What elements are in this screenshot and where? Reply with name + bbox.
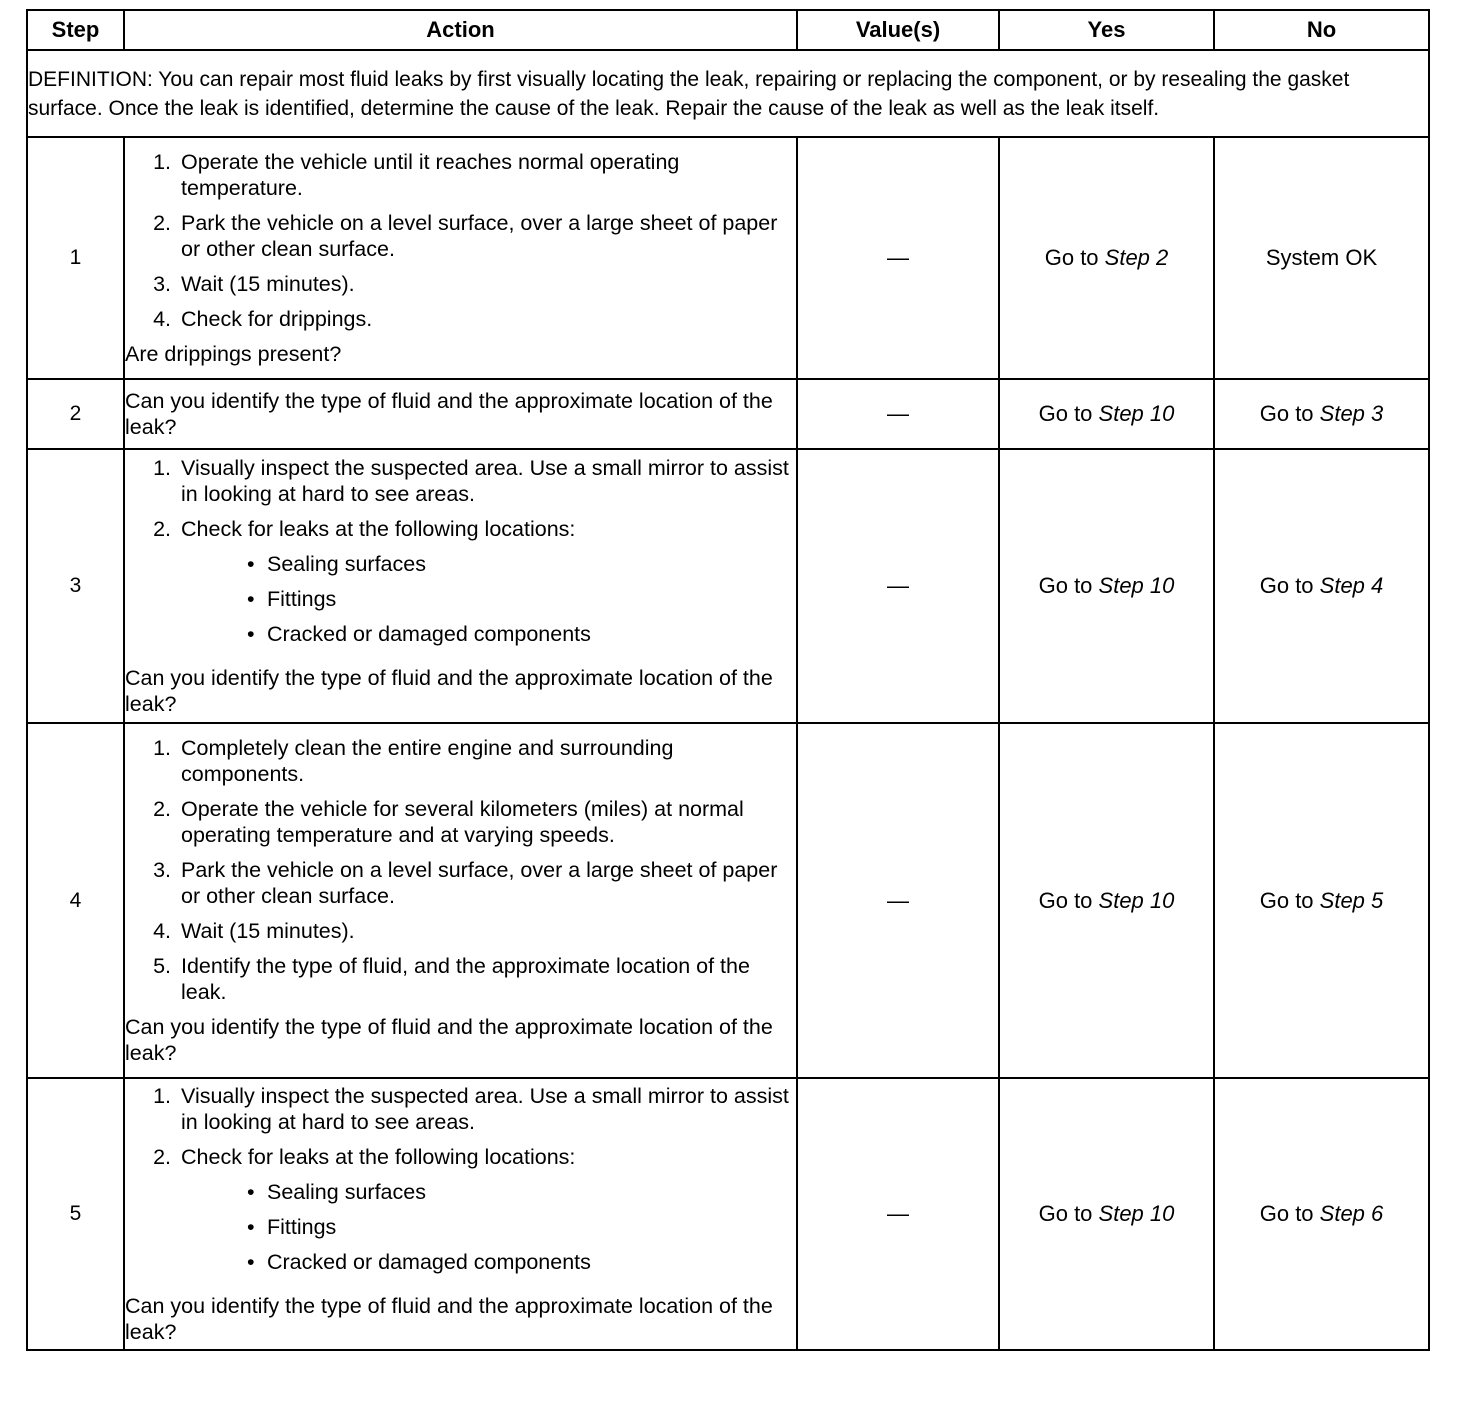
action-step-item [125, 210, 796, 262]
no-cell [1214, 449, 1429, 723]
yes-cell [999, 379, 1214, 449]
action-step-text: Check for drippings. [181, 307, 373, 331]
step-number: 3 [27, 449, 124, 723]
yes-prefix: Go to [1038, 401, 1099, 426]
yes-cell [999, 1078, 1214, 1350]
step-number: 5 [27, 1078, 124, 1350]
no-step-link: Step 5 [1319, 887, 1384, 913]
no-prefix: Go to [1259, 1201, 1320, 1226]
no-cell [1214, 379, 1429, 449]
header-values: Value(s) [797, 10, 999, 50]
yes-prefix: Go to [1044, 245, 1105, 270]
action-cell [124, 1078, 797, 1350]
action-step-item [125, 1083, 796, 1135]
yes-step-link: Step 10 [1098, 573, 1175, 598]
action-step-text: Check for leaks at the following locations: [181, 1145, 576, 1169]
question-text: Can you identify the type of fluid and the approximate location of the leak? [125, 389, 773, 439]
action-step-number: 4. [153, 919, 171, 943]
no-step-link: Step 3 [1319, 401, 1384, 426]
step-number: 4 [27, 723, 124, 1078]
action-cell [124, 379, 797, 449]
definition-text: DEFINITION: You can repair most fluid leaks by first visually locating the leak, repairing or replacing the component, or by resealing the gasket surface. Once the leak is identified, determine the cause of the leak. Repair the cause of the leak as well as the leak itself. [27, 50, 1429, 137]
action-steps [125, 735, 796, 1005]
location-text: Fittings [267, 587, 337, 611]
action-step-item [125, 306, 796, 332]
yes-cell [999, 137, 1214, 379]
location-item [181, 1179, 796, 1205]
action-steps [125, 1083, 796, 1284]
bullet-icon: • [247, 622, 255, 646]
yes-step-link: Step 10 [1098, 887, 1175, 913]
table-row [27, 379, 1429, 449]
action-step-item [125, 735, 796, 787]
action-step-number: 2. [153, 517, 171, 541]
location-list [181, 1179, 796, 1275]
step-number: 2 [27, 379, 124, 449]
action-steps [125, 455, 796, 656]
question-text: Are drippings present? [125, 342, 342, 366]
question-text: Can you identify the type of fluid and the approximate location of the leak? [125, 1294, 773, 1344]
action-step-body [181, 735, 796, 787]
yes-step-link: Step 2 [1104, 245, 1169, 270]
location-item [181, 621, 796, 647]
action-step-item [125, 149, 796, 201]
table-row [27, 1078, 1429, 1350]
no-cell [1214, 723, 1429, 1078]
location-text: Fittings [267, 1215, 337, 1239]
action-step-body [181, 210, 796, 262]
action-step-body [181, 516, 796, 656]
table-body [27, 50, 1429, 1350]
definition-row [27, 50, 1429, 137]
action-step-item [125, 455, 796, 507]
action-cell [124, 137, 797, 379]
action-step-number: 2. [153, 1145, 171, 1169]
action-cell [124, 449, 797, 723]
action-cell [124, 723, 797, 1078]
header-action: Action [124, 10, 797, 50]
diagnostic-table [26, 9, 1430, 1351]
bullet-icon: • [247, 1215, 255, 1239]
action-step-item [125, 796, 796, 848]
action-step-text: Identify the type of fluid, and the approximate location of the leak. [181, 954, 750, 1004]
step-number: 1 [27, 137, 124, 379]
table-row [27, 137, 1429, 379]
yes-cell [999, 723, 1214, 1078]
no-step-link: Step 4 [1319, 573, 1384, 598]
no-prefix: System OK [1265, 245, 1378, 270]
location-item [181, 1249, 796, 1275]
bullet-icon: • [247, 1250, 255, 1274]
yes-prefix: Go to [1038, 1201, 1099, 1226]
action-step-item [125, 953, 796, 1005]
location-text: Cracked or damaged components [267, 1250, 591, 1274]
action-step-text: Wait (15 minutes). [181, 919, 355, 943]
question-text: Can you identify the type of fluid and the approximate location of the leak? [125, 666, 773, 716]
no-prefix: Go to [1259, 573, 1320, 598]
action-step-body [181, 271, 796, 297]
action-step-number: 3. [153, 858, 171, 882]
location-text: Cracked or damaged components [267, 622, 591, 646]
action-step-text: Park the vehicle on a level surface, over a large sheet of paper or other clean surface. [181, 211, 778, 261]
action-step-text: Completely clean the entire engine and surrounding components. [181, 736, 674, 786]
header-yes: Yes [999, 10, 1214, 50]
action-step-body [181, 149, 796, 201]
action-step-number: 3. [153, 272, 171, 296]
action-step-text: Check for leaks at the following locations: [181, 517, 576, 541]
question-text: Can you identify the type of fluid and the approximate location of the leak? [125, 1015, 773, 1065]
action-step-text: Visually inspect the suspected area. Use a small mirror to assist in looking at hard to see areas. [181, 1084, 789, 1134]
location-item [181, 551, 796, 577]
yes-cell [999, 449, 1214, 723]
action-step-number: 1. [153, 1084, 171, 1108]
action-step-body [181, 953, 796, 1005]
action-step-body [181, 1083, 796, 1135]
yes-step-link: Step 10 [1098, 1201, 1175, 1226]
action-step-body [181, 1144, 796, 1284]
action-step-body [181, 857, 796, 909]
location-text: Sealing surfaces [267, 1180, 426, 1204]
action-step-item [125, 1144, 796, 1284]
action-step-number: 1. [153, 150, 171, 174]
action-step-number: 1. [153, 456, 171, 480]
action-step-number: 1. [153, 736, 171, 760]
action-step-text: Operate the vehicle for several kilometers (miles) at normal operating temperature and at varying speeds. [181, 797, 744, 847]
value-cell: — [797, 449, 999, 723]
action-step-number: 2. [153, 797, 171, 821]
action-step-text: Park the vehicle on a level surface, over a large sheet of paper or other clean surface. [181, 858, 778, 908]
action-step-number: 4. [153, 307, 171, 331]
yes-prefix: Go to [1038, 573, 1099, 598]
action-step-text: Wait (15 minutes). [181, 272, 355, 296]
location-item [181, 586, 796, 612]
no-prefix: Go to [1259, 401, 1320, 426]
action-step-item [125, 516, 796, 656]
yes-prefix: Go to [1038, 887, 1099, 913]
action-step-body [181, 918, 796, 944]
action-step-body [181, 796, 796, 848]
action-step-item [125, 857, 796, 909]
action-step-item [125, 918, 796, 944]
action-steps [125, 149, 796, 332]
no-prefix: Go to [1259, 887, 1320, 913]
location-list [181, 551, 796, 647]
no-cell [1214, 1078, 1429, 1350]
yes-step-link: Step 10 [1098, 401, 1175, 426]
header-step: Step [27, 10, 124, 50]
value-cell: — [797, 1078, 999, 1350]
bullet-icon: • [247, 1180, 255, 1204]
action-step-body [181, 455, 796, 507]
value-cell: — [797, 723, 999, 1078]
bullet-icon: • [247, 587, 255, 611]
location-text: Sealing surfaces [267, 552, 426, 576]
location-item [181, 1214, 796, 1240]
value-cell: — [797, 137, 999, 379]
no-step-link: Step 6 [1319, 1201, 1384, 1226]
action-step-text: Visually inspect the suspected area. Use a small mirror to assist in looking at hard to see areas. [181, 456, 789, 506]
action-step-number: 2. [153, 211, 171, 235]
action-step-body [181, 306, 796, 332]
action-step-item [125, 271, 796, 297]
no-cell [1214, 137, 1429, 379]
value-cell: — [797, 379, 999, 449]
action-step-number: 5. [153, 954, 171, 978]
header-no: No [1214, 10, 1429, 50]
bullet-icon: • [247, 552, 255, 576]
table-row [27, 723, 1429, 1078]
table-row [27, 449, 1429, 723]
action-step-text: Operate the vehicle until it reaches normal operating temperature. [181, 150, 680, 200]
header-row [27, 10, 1429, 50]
